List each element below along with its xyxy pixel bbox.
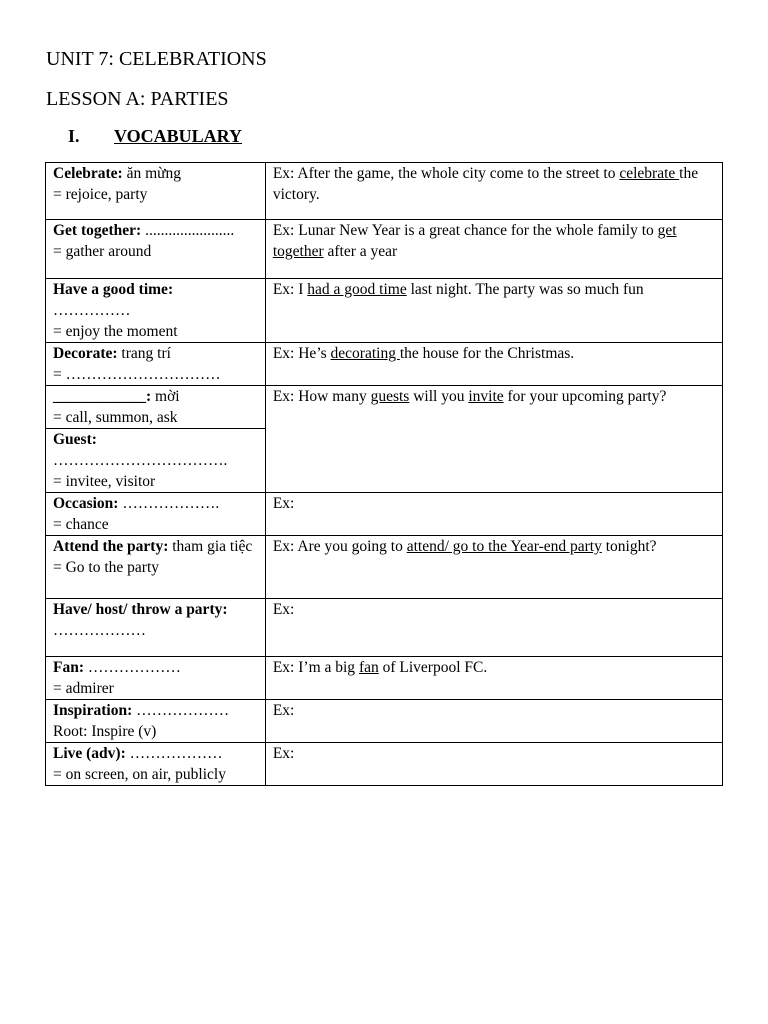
term: Occasion: <box>53 495 119 512</box>
section-number: I. <box>68 126 80 146</box>
table-row <box>46 343 723 386</box>
term-blank: ……………… <box>84 659 181 676</box>
example-cell <box>265 220 722 279</box>
term-cell <box>46 220 266 279</box>
table-row <box>46 493 723 536</box>
example-text: Ex: I <box>272 281 308 298</box>
term-meaning: mời <box>155 388 180 405</box>
term-cell <box>46 279 266 343</box>
term-meaning: ....................... <box>141 222 235 239</box>
unit-title: UNIT 7: CELEBRATIONS <box>46 48 267 70</box>
example-text: Ex: After the game, the whole city come to the street to <box>272 165 620 182</box>
example-keyword: celebrate <box>619 165 680 182</box>
example-keyword: invite <box>468 388 504 405</box>
term-cell <box>46 429 266 493</box>
term-cell <box>46 700 266 743</box>
section-label: VOCABULARY <box>114 126 243 146</box>
example-keyword: decorating <box>330 345 400 362</box>
term-synonyms: = admirer <box>53 680 114 697</box>
example-text: the victory. <box>272 165 699 203</box>
example-cell <box>265 163 722 220</box>
table-row <box>46 657 723 700</box>
term-cell <box>46 657 266 700</box>
term-root: Root: Inspire (v) <box>53 723 157 740</box>
term-cell <box>46 343 266 386</box>
example-cell <box>265 493 722 536</box>
term-cell <box>46 163 266 220</box>
table-row <box>46 599 723 657</box>
term-blank: ……………………………. <box>53 452 228 469</box>
vocabulary-table <box>45 162 723 786</box>
term-synonyms: = invitee, visitor <box>53 473 156 490</box>
table-row <box>46 279 723 343</box>
example-text: Ex: I’m a big <box>272 659 359 676</box>
term: Inspiration: <box>53 702 133 719</box>
example-keyword: had a good time <box>307 281 407 298</box>
example-text: Ex: <box>272 745 295 762</box>
table-row <box>46 700 723 743</box>
term-cell <box>46 536 266 599</box>
table-row <box>46 163 723 220</box>
example-text: Ex: <box>272 495 295 512</box>
example-cell <box>265 657 722 700</box>
example-text: Ex: <box>272 601 295 618</box>
term-cell <box>46 493 266 536</box>
term-blank: ……………… <box>125 745 223 762</box>
example-text: for your upcoming party? <box>503 388 667 405</box>
term: Live (adv): <box>53 745 126 762</box>
term-synonyms: = enjoy the moment <box>53 323 178 340</box>
lesson-title: LESSON A: PARTIES <box>46 88 229 110</box>
table-row <box>46 220 723 279</box>
example-cell <box>265 743 722 786</box>
term-synonyms: = call, summon, ask <box>53 409 178 426</box>
example-keyword: attend/ go to the Year-end party <box>406 538 602 555</box>
term-synonyms: = gather around <box>53 243 152 260</box>
term-blank: ………………. <box>118 495 220 512</box>
example-text: Ex: Are you going to <box>272 538 407 555</box>
term: Attend the party: <box>53 538 169 555</box>
section-heading <box>68 126 242 147</box>
term: Fan: <box>53 659 84 676</box>
example-text: the house for the Christmas. <box>399 345 575 362</box>
term-blank: ……………… <box>132 702 230 719</box>
term: Get together: <box>53 222 142 239</box>
example-text: Ex: Lunar New Year is a great chance for the whole family to <box>272 222 658 239</box>
term: Celebrate: <box>53 165 123 182</box>
example-text: tonight? <box>601 538 657 555</box>
term-meaning: tham gia tiệc <box>168 538 253 555</box>
term-synonyms: = Go to the party <box>53 559 160 576</box>
example-text: after a year <box>323 243 398 260</box>
example-cell <box>265 279 722 343</box>
term-synonyms: = ………………………… <box>53 366 221 383</box>
example-cell <box>265 386 722 493</box>
term-cell <box>46 599 266 657</box>
example-text: Ex: How many <box>272 388 371 405</box>
example-keyword: fan <box>358 659 379 676</box>
term-meaning: ăn mừng <box>122 165 182 182</box>
example-text: will you <box>409 388 469 405</box>
example-cell <box>265 700 722 743</box>
example-cell <box>265 343 722 386</box>
example-text: Ex: <box>272 702 295 719</box>
term: Have/ host/ throw a party: <box>53 601 228 618</box>
term-synonyms: = on screen, on air, publicly <box>53 766 226 783</box>
term: Guest: <box>53 431 97 448</box>
term-cell <box>46 743 266 786</box>
term: Decorate: <box>53 345 118 362</box>
example-cell <box>265 599 722 657</box>
term-blank: …………… <box>53 302 131 319</box>
example-cell <box>265 536 722 599</box>
example-keyword: get together <box>272 222 677 260</box>
term: Have a good time: <box>53 281 174 298</box>
term-blank: ____________: <box>53 388 156 405</box>
term-cell <box>46 386 266 429</box>
term-meaning: trang trí <box>117 345 171 362</box>
table-row <box>46 386 723 429</box>
term-synonyms: = chance <box>53 516 109 533</box>
example-text: last night. The party was so much fun <box>406 281 644 298</box>
term-blank: ……………… <box>53 622 146 639</box>
term-synonyms: = rejoice, party <box>53 186 148 203</box>
example-keyword: guests <box>370 388 410 405</box>
example-text: of Liverpool FC. <box>378 659 488 676</box>
table-row <box>46 743 723 786</box>
example-text: Ex: He’s <box>272 345 331 362</box>
table-row <box>46 536 723 599</box>
